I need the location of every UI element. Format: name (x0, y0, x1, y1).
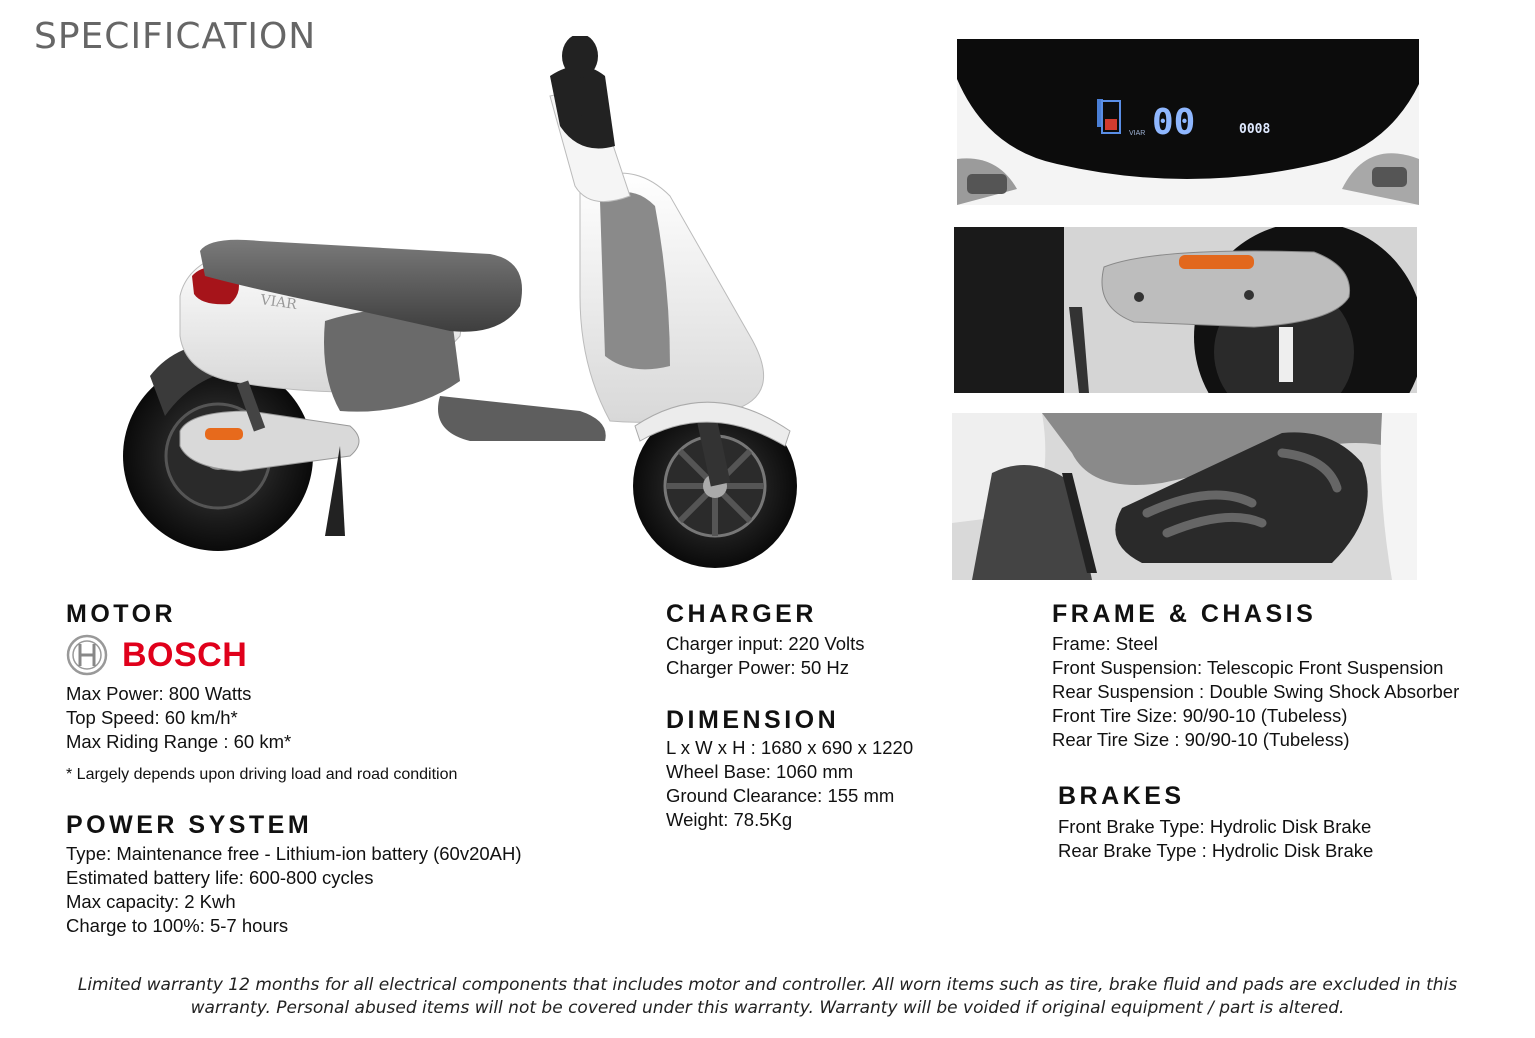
spec-item: Rear Suspension : Double Swing Shock Absorber (1052, 681, 1460, 702)
motor-specs (66, 682, 291, 754)
scooter-image (110, 36, 810, 581)
dashboard-brand: VIAR (1129, 130, 1146, 137)
dimension-specs (666, 736, 913, 832)
dashboard-speed: 00 (1152, 102, 1196, 143)
bosch-logo (66, 634, 247, 676)
spec-item: Top Speed: 60 km/h* (66, 707, 238, 728)
motor-brand: BOSCH (122, 635, 248, 674)
spec-item: Weight: 78.5Kg (666, 809, 793, 830)
charger-specs (666, 632, 865, 680)
spec-item: Max Power: 800 Watts (66, 683, 252, 704)
spec-item: Charger input: 220 Volts (666, 633, 865, 654)
spec-item: Frame: Steel (1052, 633, 1158, 654)
spec-item: Rear Tire Size : 90/90-10 (Tubeless) (1052, 729, 1350, 750)
brakes-specs (1058, 815, 1373, 863)
bosch-armature-icon (66, 634, 108, 676)
frame-chasis-title: FRAME & CHASIS (1052, 600, 1317, 628)
spec-item: L x W x H : 1680 x 690 x 1220 (666, 737, 914, 758)
spec-item: Front Tire Size: 90/90-10 (Tubeless) (1052, 705, 1348, 726)
warranty-text: Limited warranty 12 months for all electrical components that includes motor and controller. All worn items such as tire, brake fluid and pads are excluded in this warranty. Personal abused items will not be covered under this warranty. Warranty will be voided if original equipment / part is altered. (77, 975, 1458, 1018)
brakes-title: BRAKES (1058, 782, 1185, 810)
spec-item: Type: Maintenance free - Lithium-ion battery (60v20AH) (66, 843, 522, 864)
dashboard-photo (957, 39, 1419, 205)
spec-item: Front Brake Type: Hydrolic Disk Brake (1058, 816, 1372, 837)
charger-title: CHARGER (666, 600, 817, 628)
dashboard-odometer: 0008 (1239, 122, 1271, 137)
spec-item: Estimated battery life: 600-800 cycles (66, 867, 374, 888)
motor-footnote: * Largely depends upon driving load and road condition (66, 766, 458, 783)
dimension-title: DIMENSION (666, 706, 840, 734)
page-title: SPECIFICATION (34, 16, 317, 57)
floorboard-photo (952, 413, 1417, 580)
motor-title: MOTOR (66, 600, 177, 628)
spec-item: Wheel Base: 1060 mm (666, 761, 854, 782)
frame-chasis-specs (1052, 632, 1459, 752)
scooter-brand-mark: VIAR (259, 292, 298, 314)
spec-item: Ground Clearance: 155 mm (666, 785, 895, 806)
spec-item: Charger Power: 50 Hz (666, 657, 850, 678)
spec-item: Charge to 100%: 5-7 hours (66, 915, 289, 936)
spec-item: Rear Brake Type : Hydrolic Disk Brake (1058, 840, 1374, 861)
spec-item: Front Suspension: Telescopic Front Suspension (1052, 657, 1444, 678)
power-system-title: POWER SYSTEM (66, 811, 313, 839)
power-system-specs (66, 842, 522, 938)
spec-item: Max capacity: 2 Kwh (66, 891, 236, 912)
spec-item: Max Riding Range : 60 km* (66, 731, 292, 752)
rear-motor-photo (954, 227, 1417, 393)
